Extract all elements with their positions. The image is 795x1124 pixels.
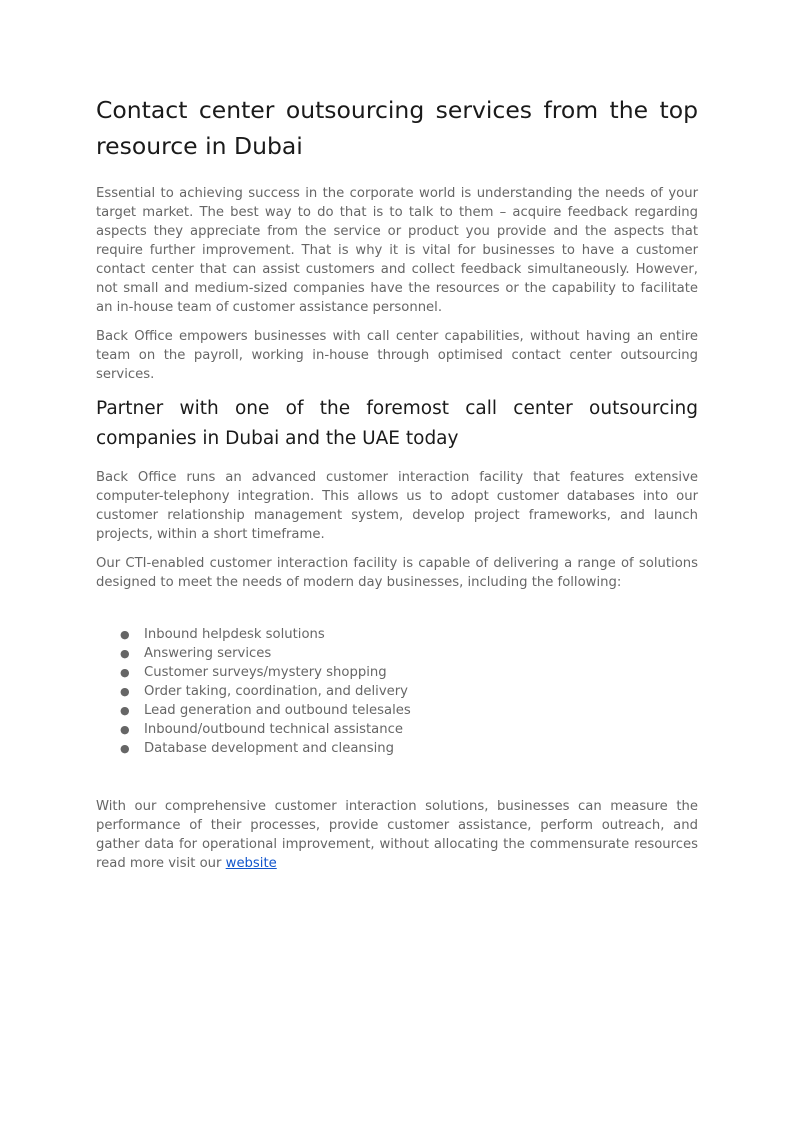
list-item — [96, 663, 698, 682]
list-item — [96, 625, 698, 644]
list-item — [96, 701, 698, 720]
intro-paragraph: Essential to achieving success in the corporate world is understanding the needs of your target market. The best way to do that is to talk to them – acquire feedback regarding aspects they appreciate from the service or product you provide and the aspects that require further improvement. That is why it is vital for businesses to have a customer contact center that can assist customers and collect feedback simultaneously. However, not small and medium-sized companies have the resources or the capability to facilitate an in-house team of customer assistance personnel. — [96, 186, 698, 315]
bullet-icon: ● — [120, 666, 130, 679]
closing-paragraph — [96, 797, 698, 873]
list-item-label: Order taking, coordination, and delivery — [144, 684, 408, 699]
bullet-icon: ● — [120, 742, 130, 755]
list-item-label: Lead generation and outbound telesales — [144, 703, 411, 718]
bullet-icon: ● — [120, 723, 130, 736]
list-item-label: Answering services — [144, 646, 272, 661]
bullet-icon: ● — [120, 647, 130, 660]
list-item-label: Customer surveys/mystery shopping — [144, 665, 387, 680]
body-paragraph: Our CTI-enabled customer interaction facility is capable of delivering a range of solutions designed to meet the needs of modern day businesses, including the following: — [96, 556, 698, 590]
list-item-label: Inbound helpdesk solutions — [144, 627, 325, 642]
website-link[interactable]: website — [225, 856, 277, 871]
page-title: Contact center outsourcing services from the top resource in Dubai — [96, 96, 698, 160]
list-item — [96, 720, 698, 739]
list-item-label: Database development and cleansing — [144, 741, 395, 756]
document-page — [96, 92, 698, 883]
services-list — [96, 625, 698, 758]
list-item-label: Inbound/outbound technical assistance — [144, 722, 403, 737]
list-item — [96, 644, 698, 663]
intro-paragraph: Back Office empowers businesses with call center capabilities, without having an entire team on the payroll, working in-house through optimised contact center outsourcing services. — [96, 329, 698, 382]
closing-text: With our comprehensive customer interaction solutions, businesses can measure the performance of their processes, provide customer assistance, perform outreach, and gather data for operational improvement, without allocating the commensurate resources read more visit our — [96, 799, 698, 871]
bullet-icon: ● — [120, 628, 130, 641]
list-item — [96, 739, 698, 758]
list-item — [96, 682, 698, 701]
section-heading: Partner with one of the foremost call center outsourcing companies in Dubai and the UAE today — [96, 398, 698, 449]
body-paragraph: Back Office runs an advanced customer interaction facility that features extensive computer-telephony integration. This allows us to adopt customer databases into our customer relationship management system, develop project frameworks, and launch projects, within a short timeframe. — [96, 470, 698, 542]
bullet-icon: ● — [120, 685, 130, 698]
bullet-icon: ● — [120, 704, 130, 717]
